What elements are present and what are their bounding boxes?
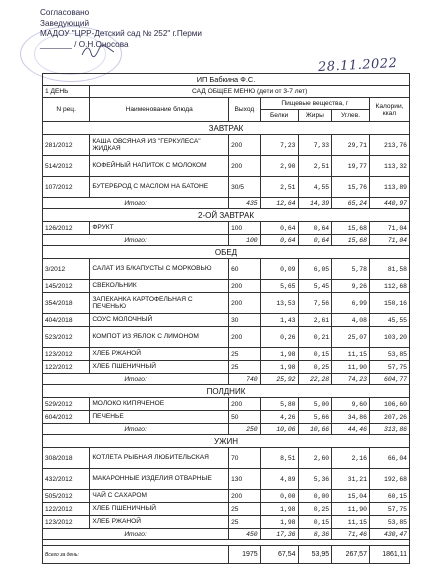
dish-carbs: 2,16 — [332, 448, 370, 469]
recipe-code: 122/2012 — [43, 361, 90, 374]
dish-fat: 7,56 — [298, 293, 332, 314]
dish-carbs: 19,77 — [332, 156, 370, 177]
dish-protein: 4,26 — [260, 411, 298, 424]
dish-kcal: 192,68 — [369, 469, 409, 490]
dish-kcal: 71,04 — [369, 222, 409, 235]
dish-name: ФРУКТ — [90, 222, 229, 235]
table-row — [43, 314, 410, 327]
dish-kcal: 207,26 — [369, 411, 409, 424]
dish-kcal: 213,76 — [369, 135, 409, 156]
total-carbs: 74,23 — [332, 374, 370, 385]
dish-kcal: 81,58 — [369, 259, 409, 280]
col-protein-header: Белки — [260, 110, 298, 122]
dish-kcal: 106,60 — [369, 398, 409, 411]
recipe-code: 123/2012 — [43, 348, 90, 361]
total-fat: 22,28 — [298, 374, 332, 385]
recipe-code: 404/2018 — [43, 314, 90, 327]
total-fat: 0,64 — [298, 235, 332, 246]
col-nutrients-header: Пищевые вещества, г — [260, 98, 369, 110]
dish-carbs: 15,76 — [332, 177, 370, 198]
recipe-code: 604/2012 — [43, 411, 90, 424]
dish-carbs: 11,15 — [332, 348, 370, 361]
total-label: Итого: — [43, 198, 229, 209]
dish-fat: 7,33 — [298, 135, 332, 156]
total-kcal: 71,04 — [369, 235, 409, 246]
recipe-code: 432/2012 — [43, 469, 90, 490]
dish-protein: 0,26 — [260, 327, 298, 348]
table-row — [43, 469, 410, 490]
grand-total-kcal: 1861,11 — [369, 546, 409, 564]
recipe-code: 523/2012 — [43, 327, 90, 348]
dish-fat: 0,15 — [298, 516, 332, 529]
dish-kcal: 113,32 — [369, 156, 409, 177]
dish-kcal: 45,55 — [369, 314, 409, 327]
dish-name: КОФЕЙНЫЙ НАПИТОК С МОЛОКОМ — [90, 156, 229, 177]
dish-protein: 0,09 — [260, 259, 298, 280]
recipe-code: 3/2012 — [43, 259, 90, 280]
dish-carbs: 11,90 — [332, 361, 370, 374]
total-output: 250 — [229, 424, 261, 435]
dish-name: ХЛЕБ РЖАНОЙ — [90, 516, 229, 529]
table-row — [43, 135, 410, 156]
table-row — [43, 516, 410, 529]
dish-carbs: 15,68 — [332, 222, 370, 235]
recipe-code: 145/2012 — [43, 280, 90, 293]
approval-line: МАДОУ "ЦРР-Детский сад № 252" г.Перми — [40, 29, 203, 38]
total-carbs: 71,46 — [332, 529, 370, 540]
grand-total-row — [43, 546, 410, 564]
dish-protein: 5,80 — [260, 398, 298, 411]
dish-output: 25 — [229, 348, 261, 361]
dish-kcal: 113,89 — [369, 177, 409, 198]
dish-name: СВЕКОЛЬНИК — [90, 280, 229, 293]
total-output: 450 — [229, 529, 261, 540]
section-total-row — [43, 529, 410, 540]
dish-output: 25 — [229, 503, 261, 516]
total-output: 100 — [229, 235, 261, 246]
dish-fat: 2,60 — [298, 448, 332, 469]
dish-carbs: 31,21 — [332, 469, 370, 490]
total-fat: 10,66 — [298, 424, 332, 435]
col-kcal-header: Калории, ккал — [369, 98, 409, 122]
dish-protein: 2,90 — [260, 156, 298, 177]
dish-output: 30 — [229, 314, 261, 327]
dish-output: 25 — [229, 516, 261, 529]
dish-fat: 5,66 — [298, 411, 332, 424]
recipe-code: 123/2012 — [43, 516, 90, 529]
dish-kcal: 66,04 — [369, 448, 409, 469]
dish-name: КОТЛЕТА РЫБНАЯ ЛЮБИТЕЛЬСКАЯ — [90, 448, 229, 469]
dish-kcal: 150,16 — [369, 293, 409, 314]
total-protein: 17,36 — [260, 529, 298, 540]
dish-carbs: 29,71 — [332, 135, 370, 156]
dish-carbs: 9,26 — [332, 280, 370, 293]
dish-kcal: 112,68 — [369, 280, 409, 293]
dish-fat: 4,55 — [298, 177, 332, 198]
dish-output: 30/5 — [229, 177, 261, 198]
section-header-row — [43, 385, 410, 398]
col-fat-header: Жиры — [298, 110, 332, 122]
dish-fat: 0,64 — [298, 222, 332, 235]
approval-line: Согласовано — [40, 8, 90, 17]
org-row — [43, 74, 410, 86]
table-row — [43, 327, 410, 348]
dish-output: 200 — [229, 135, 261, 156]
section-title: ЗАВТРАК — [43, 122, 410, 135]
dish-protein: 4,89 — [260, 469, 298, 490]
dish-name: ХЛЕБ ПШЕНИЧНЫЙ — [90, 361, 229, 374]
recipe-code: 281/2012 — [43, 135, 90, 156]
table-row — [43, 177, 410, 198]
grand-total-output: 1975 — [229, 546, 261, 564]
day-label: 1 ДЕНЬ — [43, 86, 90, 98]
approval-line: Заведующий — [40, 18, 90, 28]
dish-carbs: 6,99 — [332, 293, 370, 314]
dish-output: 130 — [229, 469, 261, 490]
dish-output: 200 — [229, 327, 261, 348]
total-kcal: 430,47 — [369, 529, 409, 540]
dish-output: 200 — [229, 293, 261, 314]
dish-carbs: 11,90 — [332, 503, 370, 516]
grand-total-carbs: 267,57 — [332, 546, 370, 564]
recipe-code: 529/2012 — [43, 398, 90, 411]
dish-protein: 0,00 — [260, 490, 298, 503]
dish-protein: 1,98 — [260, 361, 298, 374]
section-header-row — [43, 209, 410, 222]
dish-carbs: 11,15 — [332, 516, 370, 529]
section-title: УЖИН — [43, 435, 410, 448]
total-kcal: 604,77 — [369, 374, 409, 385]
menu-table — [42, 73, 410, 564]
total-protein: 10,06 — [260, 424, 298, 435]
table-row — [43, 259, 410, 280]
dish-protein: 8,51 — [260, 448, 298, 469]
total-protein: 25,92 — [260, 374, 298, 385]
total-label: Итого: — [43, 424, 229, 435]
total-label: Итого: — [43, 529, 229, 540]
total-label: Итого: — [43, 374, 229, 385]
total-fat: 14,39 — [298, 198, 332, 209]
dish-name: МОЛОКО КИПЯЧЕНОЕ — [90, 398, 229, 411]
approval-block — [40, 8, 202, 50]
section-total-row — [43, 198, 410, 209]
total-carbs: 44,46 — [332, 424, 370, 435]
dish-fat: 5,00 — [298, 398, 332, 411]
dish-protein: 0,64 — [260, 222, 298, 235]
dish-protein: 1,98 — [260, 503, 298, 516]
table-row — [43, 503, 410, 516]
dish-protein: 13,53 — [260, 293, 298, 314]
dish-output: 200 — [229, 280, 261, 293]
total-label: Итого: — [43, 235, 229, 246]
dish-name: ХЛЕБ РЖАНОЙ — [90, 348, 229, 361]
total-output: 740 — [229, 374, 261, 385]
dish-name: СОУС МОЛОЧНЫЙ — [90, 314, 229, 327]
table-row — [43, 222, 410, 235]
total-output: 435 — [229, 198, 261, 209]
table-row — [43, 280, 410, 293]
table-row — [43, 490, 410, 503]
title-row — [43, 86, 410, 98]
dish-name: МАКАРОННЫЕ ИЗДЕЛИЯ ОТВАРНЫЕ — [90, 469, 229, 490]
table-row — [43, 348, 410, 361]
recipe-code: 514/2012 — [43, 156, 90, 177]
dish-fat: 6,05 — [298, 259, 332, 280]
table-row — [43, 156, 410, 177]
menu-title: САД ОБЩЕЕ МЕНЮ (дети от 3-7 лет) — [90, 86, 410, 98]
dish-kcal: 57,75 — [369, 361, 409, 374]
dish-protein: 7,23 — [260, 135, 298, 156]
total-carbs: 15,68 — [332, 235, 370, 246]
section-title: ОБЕД — [43, 246, 410, 259]
section-header-row — [43, 435, 410, 448]
dish-name: ЗАПЕКАНКА КАРТОФЕЛЬНАЯ С ПЕЧЕНЬЮ — [90, 293, 229, 314]
handwritten-date: 28.11.2022 — [317, 55, 398, 76]
section-total-row — [43, 235, 410, 246]
table-row — [43, 293, 410, 314]
col-output-header: Выход — [229, 98, 261, 122]
total-kcal: 313,86 — [369, 424, 409, 435]
dish-name: ХЛЕБ ПШЕНИЧНЫЙ — [90, 503, 229, 516]
dish-fat: 2,61 — [298, 314, 332, 327]
recipe-code: 122/2012 — [43, 503, 90, 516]
recipe-code: 354/2018 — [43, 293, 90, 314]
dish-output: 50 — [229, 411, 261, 424]
dish-output: 100 — [229, 222, 261, 235]
total-carbs: 65,24 — [332, 198, 370, 209]
dish-carbs: 5,78 — [332, 259, 370, 280]
section-header-row — [43, 246, 410, 259]
dish-kcal: 53,85 — [369, 348, 409, 361]
grand-total-label: Всего за день: — [43, 546, 229, 564]
section-total-row — [43, 374, 410, 385]
dish-protein: 5,65 — [260, 280, 298, 293]
section-title: 2-ОЙ ЗАВТРАК — [43, 209, 410, 222]
dish-fat: 0,25 — [298, 361, 332, 374]
dish-fat: 5,45 — [298, 280, 332, 293]
section-total-row — [43, 424, 410, 435]
dish-protein: 1,98 — [260, 516, 298, 529]
dish-kcal: 60,15 — [369, 490, 409, 503]
dish-carbs: 9,60 — [332, 398, 370, 411]
table-row — [43, 411, 410, 424]
recipe-code: 107/2012 — [43, 177, 90, 198]
grand-total-fat: 53,95 — [298, 546, 332, 564]
col-code-header: N рец. — [43, 98, 90, 122]
total-protein: 12,64 — [260, 198, 298, 209]
org-name: ИП Бабкина Ф.С. — [43, 74, 410, 86]
col-name-header: Наименование блюда — [90, 98, 229, 122]
dish-name: САЛАТ ИЗ Б/КАПУСТЫ С МОРКОВЬЮ — [90, 259, 229, 280]
recipe-code: 126/2012 — [43, 222, 90, 235]
column-header-row — [43, 98, 410, 110]
dish-fat: 0,15 — [298, 348, 332, 361]
dish-output: 60 — [229, 259, 261, 280]
dish-fat: 2,51 — [298, 156, 332, 177]
table-row — [43, 361, 410, 374]
dish-output: 200 — [229, 398, 261, 411]
dish-name: КОМПОТ ИЗ ЯБЛОК С ЛИМОНОМ — [90, 327, 229, 348]
approval-line: _______ / О.Н.Оносова — [40, 39, 129, 49]
dish-name: ПЕЧЕНЬЕ — [90, 411, 229, 424]
dish-name: БУТЕРБРОД С МАСЛОМ НА БАТОНЕ — [90, 177, 229, 198]
total-kcal: 440,97 — [369, 198, 409, 209]
recipe-code: 505/2012 — [43, 490, 90, 503]
table-row — [43, 398, 410, 411]
section-header-row — [43, 122, 410, 135]
dish-fat: 0,21 — [298, 327, 332, 348]
signature-scribble — [80, 44, 116, 58]
total-protein: 0,64 — [260, 235, 298, 246]
dish-protein: 1,98 — [260, 348, 298, 361]
dish-output: 200 — [229, 490, 261, 503]
col-carbs-header: Углев. — [332, 110, 370, 122]
dish-fat: 0,25 — [298, 503, 332, 516]
dish-output: 200 — [229, 156, 261, 177]
dish-carbs: 25,07 — [332, 327, 370, 348]
dish-name: ЧАЙ С САХАРОМ — [90, 490, 229, 503]
dish-carbs: 4,08 — [332, 314, 370, 327]
dish-protein: 1,43 — [260, 314, 298, 327]
grand-total-protein: 67,54 — [260, 546, 298, 564]
dish-fat: 5,36 — [298, 469, 332, 490]
dish-carbs: 34,86 — [332, 411, 370, 424]
dish-kcal: 57,75 — [369, 503, 409, 516]
total-fat: 8,36 — [298, 529, 332, 540]
dish-fat: 0,00 — [298, 490, 332, 503]
dish-output: 70 — [229, 448, 261, 469]
section-title: ПОЛДНИК — [43, 385, 410, 398]
dish-kcal: 53,85 — [369, 516, 409, 529]
table-row — [43, 448, 410, 469]
dish-output: 25 — [229, 361, 261, 374]
dish-name: КАША ОВСЯНАЯ ИЗ "ГЕРКУЛЕСА" ЖИДКАЯ — [90, 135, 229, 156]
dish-protein: 2,51 — [260, 177, 298, 198]
recipe-code: 308/2018 — [43, 448, 90, 469]
dish-kcal: 103,20 — [369, 327, 409, 348]
dish-carbs: 15,04 — [332, 490, 370, 503]
